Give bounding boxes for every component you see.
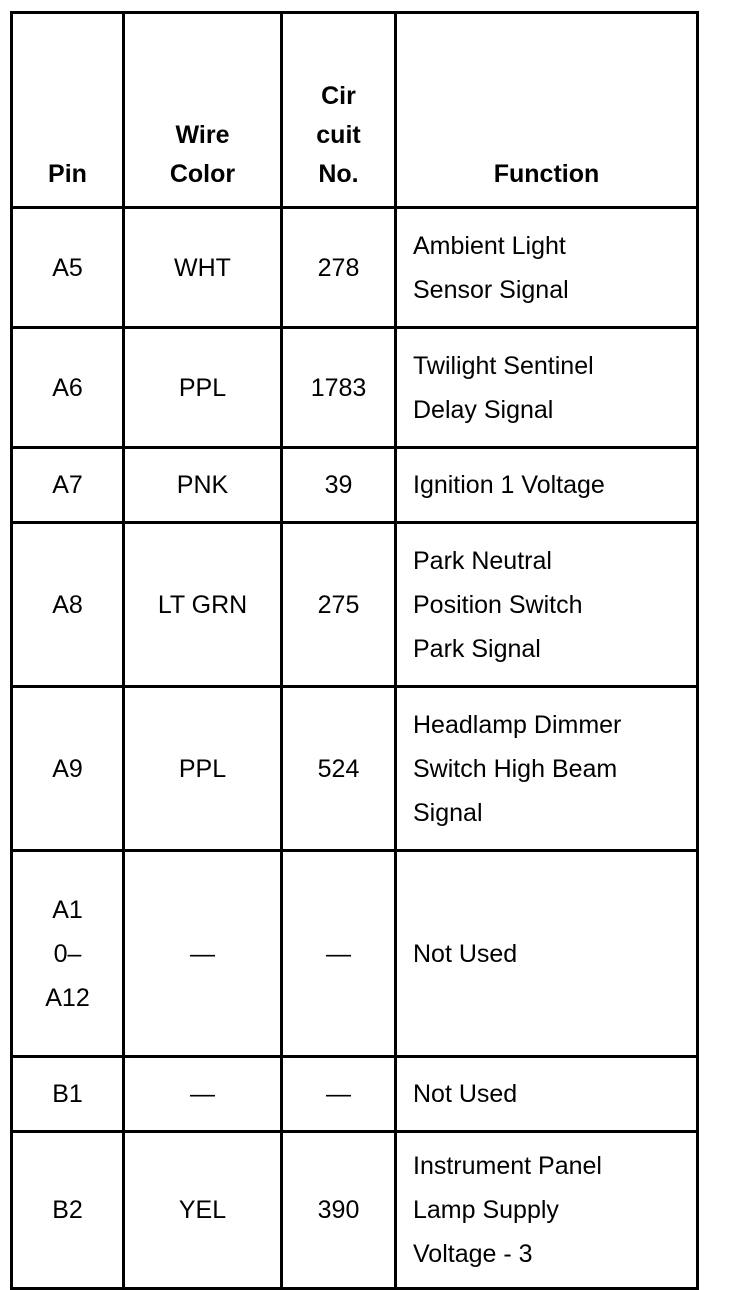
header-pin: Pin — [12, 13, 124, 208]
table-row — [12, 208, 698, 328]
wire-color-cell: — — [124, 851, 282, 1057]
circuit-no-cell: — — [282, 1057, 396, 1132]
pin-cell: A7 — [12, 448, 124, 523]
wire-color-cell: PPL — [124, 687, 282, 851]
wire-color-cell: WHT — [124, 208, 282, 328]
table-row — [12, 1057, 698, 1132]
header-function: Function — [396, 13, 698, 208]
function-cell: Park Neutral Position Switch Park Signal — [396, 523, 698, 687]
function-cell: Headlamp Dimmer Switch High Beam Signal — [396, 687, 698, 851]
function-cell: Twilight Sentinel Delay Signal — [396, 328, 698, 448]
circuit-no-cell: — — [282, 851, 396, 1057]
wire-color-cell: LT GRN — [124, 523, 282, 687]
connector-pinout-table — [10, 11, 699, 1290]
table-row — [12, 328, 698, 448]
circuit-no-cell: 390 — [282, 1132, 396, 1289]
function-cell: Not Used — [396, 851, 698, 1057]
circuit-no-cell: 275 — [282, 523, 396, 687]
table-row — [12, 1132, 698, 1289]
table-row — [12, 851, 698, 1057]
function-cell: Ignition 1 Voltage — [396, 448, 698, 523]
wire-color-cell: — — [124, 1057, 282, 1132]
wire-color-cell: PNK — [124, 448, 282, 523]
header-wire-color: Wire Color — [124, 13, 282, 208]
wire-color-cell: YEL — [124, 1132, 282, 1289]
pin-cell: A9 — [12, 687, 124, 851]
pin-cell: A5 — [12, 208, 124, 328]
function-cell: Instrument Panel Lamp Supply Voltage - 3 — [396, 1132, 698, 1289]
circuit-no-cell: 524 — [282, 687, 396, 851]
circuit-no-cell: 39 — [282, 448, 396, 523]
table-header-row — [12, 13, 698, 208]
table-row — [12, 523, 698, 687]
function-cell: Ambient Light Sensor Signal — [396, 208, 698, 328]
pin-cell: B1 — [12, 1057, 124, 1132]
table-row — [12, 448, 698, 523]
pin-cell: A6 — [12, 328, 124, 448]
table-row — [12, 687, 698, 851]
pin-cell: A8 — [12, 523, 124, 687]
circuit-no-cell: 278 — [282, 208, 396, 328]
function-cell: Not Used — [396, 1057, 698, 1132]
header-circuit-no: Cir cuit No. — [282, 13, 396, 208]
pin-cell: B2 — [12, 1132, 124, 1289]
circuit-no-cell: 1783 — [282, 328, 396, 448]
wire-color-cell: PPL — [124, 328, 282, 448]
pin-cell: A1 0– A12 — [12, 851, 124, 1057]
